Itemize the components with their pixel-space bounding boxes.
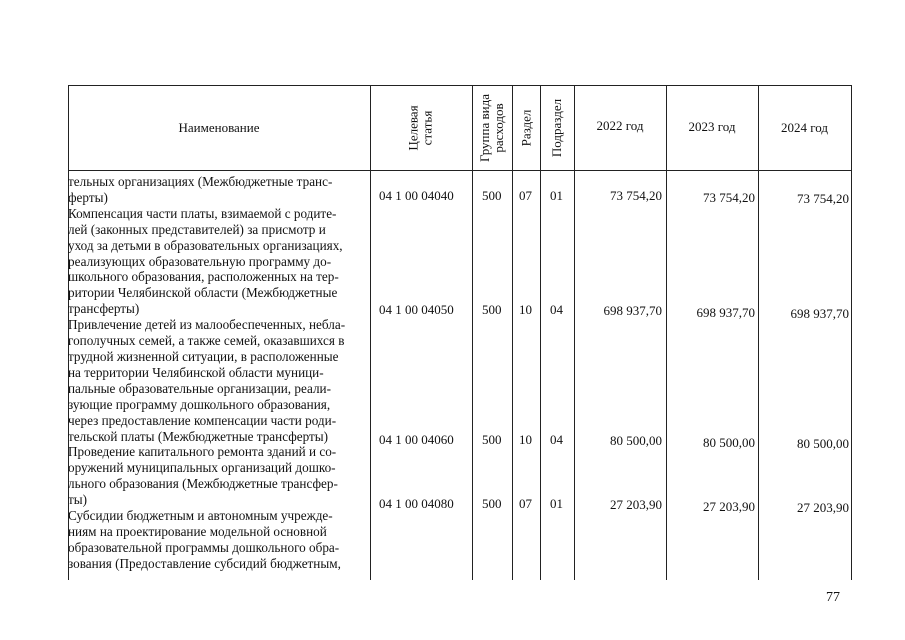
header-2024-text: 2024 год — [781, 120, 828, 135]
header-expense-group-text: Группа вида расходов — [477, 94, 507, 162]
row-2-section: 10 — [519, 302, 532, 317]
row-2-group: 500 — [482, 302, 502, 317]
header-subsection — [540, 85, 574, 171]
row-3-2024: 80 500,00 — [797, 436, 849, 451]
row-3-subsection: 04 — [550, 432, 563, 447]
row-2-subsection: 04 — [550, 302, 563, 317]
row-3-2023: 80 500,00 — [703, 435, 755, 450]
row-2-2023: 698 937,70 — [696, 305, 755, 320]
header-2023 — [666, 85, 758, 171]
header-section-text: Раздел — [518, 109, 533, 147]
row-name-2-line-5: школьного образования, расположенных на тер- — [68, 269, 339, 285]
row-name-1-line-1: тельных организациях (Межбюджетные транс- — [68, 174, 333, 189]
row-name-2-line-2: лей (законных представителей) за присмотр и — [68, 221, 326, 237]
row-4-2022: 27 203,90 — [610, 497, 662, 512]
row-name-3-line-8: тельской платы (Межбюджетные трансферты) — [68, 428, 329, 444]
header-2022 — [574, 85, 666, 171]
page-number: 77 — [826, 590, 840, 605]
row-name-5-line-4: зования (Предоставление субсидий бюджетным, — [68, 555, 341, 571]
row-name-5-line-1: Субсидии бюджетным и автономным учрежде- — [68, 508, 333, 524]
row-name-4-line-4: ты) — [68, 492, 88, 508]
row-name-3-line-5: пальные образовательные организации, реали- — [68, 380, 332, 396]
row-1-section: 07 — [519, 188, 532, 203]
header-target-article — [370, 85, 472, 171]
row-name-2-line-7: трансферты) — [68, 301, 140, 317]
row-name-1-line-2: ферты) — [68, 189, 108, 205]
row-2-code: 04 1 00 04050 — [379, 302, 454, 317]
row-name-3-line-6: зующие программу дошкольного образования, — [68, 396, 331, 412]
row-1-2023: 73 754,20 — [703, 190, 755, 205]
header-subsection-text: Подраздел — [549, 98, 565, 158]
row-1-2022: 73 754,20 — [610, 188, 662, 203]
header-2024 — [758, 85, 851, 171]
header-2023-text: 2023 год — [688, 119, 736, 134]
col-border-right — [851, 85, 852, 580]
row-1-subsection: 01 — [550, 188, 563, 203]
header-expense-group — [472, 85, 512, 171]
row-2-2022: 698 937,70 — [603, 303, 662, 318]
row-4-group: 500 — [482, 496, 502, 511]
row-name-3-line-2: гополучных семей, а также семей, оказавшихся в — [68, 333, 345, 349]
header-name-text: Наименование — [178, 120, 260, 135]
row-name-3-line-3: трудной жизненной ситуации, в расположенные — [68, 348, 339, 364]
row-3-group: 500 — [482, 432, 502, 447]
row-2-2024: 698 937,70 — [790, 306, 849, 321]
row-name-5-line-2: ниям на проектирование модельной основной — [68, 523, 327, 539]
row-name-3-line-7: через предоставление компенсации части роди- — [68, 412, 337, 428]
row-name-2-line-1: Компенсация части платы, взимаемой с родите- — [68, 205, 337, 221]
name-column — [68, 174, 366, 572]
row-name-2-line-4: реализующих образовательную программу до- — [68, 253, 332, 269]
row-name-2-line-3: уход за детьми в образовательных организациях, — [68, 237, 343, 253]
header-section — [512, 85, 540, 171]
row-3-section: 10 — [519, 432, 532, 447]
row-name-4-line-2: оружений муниципальных организаций дошко- — [68, 460, 336, 476]
row-4-section: 07 — [519, 496, 532, 511]
row-4-code: 04 1 00 04080 — [379, 496, 454, 511]
row-4-2023: 27 203,90 — [703, 499, 755, 514]
row-name-3-line-1: Привлечение детей из малообеспеченных, небла- — [68, 317, 346, 333]
row-4-subsection: 01 — [550, 496, 563, 511]
header-2022-text: 2022 год — [596, 118, 644, 133]
header-name — [68, 85, 370, 171]
header-target-article-text: Целевая статья — [405, 105, 435, 151]
row-name-2-line-6: ритории Челябинской области (Межбюджетные — [68, 285, 338, 301]
row-1-group: 500 — [482, 188, 502, 203]
budget-table — [68, 85, 852, 580]
row-name-4-line-3: льного образования (Межбюджетные трансфер- — [68, 476, 338, 492]
row-1-2024: 73 754,20 — [797, 191, 849, 206]
row-3-code: 04 1 00 04060 — [379, 432, 454, 447]
row-name-3-line-4: на территории Челябинской области муници- — [68, 364, 324, 380]
row-name-4-line-1: Проведение капитального ремонта зданий и со- — [68, 444, 337, 460]
row-3-2022: 80 500,00 — [610, 433, 662, 448]
row-name-5-line-3: образовательной программы дошкольного обра- — [68, 539, 340, 555]
row-1-code: 04 1 00 04040 — [379, 188, 454, 203]
row-4-2024: 27 203,90 — [797, 500, 849, 515]
